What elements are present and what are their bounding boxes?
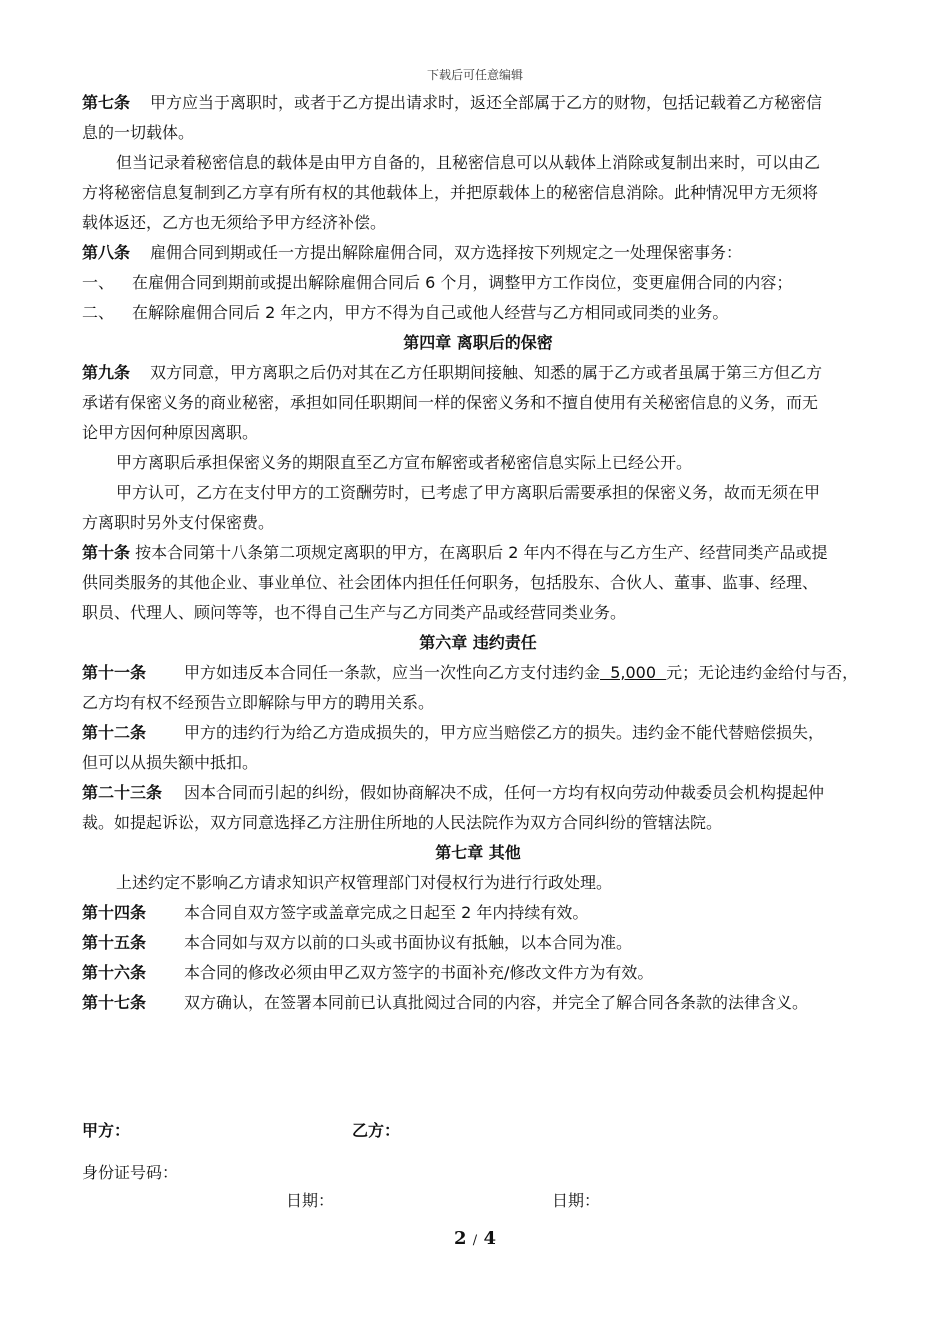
article-label: 第十五条 (82, 933, 147, 952)
article-7-paragraph-line: 方将秘密信息复制到乙方享有所有权的其他载体上，并把原载体上的秘密信息消除。此种情况甲方无须将 (82, 183, 819, 202)
article-label: 第十一条 (82, 663, 147, 682)
article-11 (82, 658, 874, 688)
article-9-paragraph: 甲方认可，乙方在支付甲方的工资酬劳时，已考虑了甲方离职后需要承担的保密义务，故而无须在甲 (116, 483, 821, 502)
article-10-line: 供同类服务的其他企业、事业单位、社会团体内担任任何职务，包括股东、合伙人、董事、监事、经理、 (82, 573, 819, 592)
article-text: 甲方的违约行为给乙方造成损失的，甲方应当赔偿乙方的损失。违约金不能代替赔偿损失， (184, 723, 825, 742)
article-label: 第十二条 (82, 723, 147, 742)
article-7-line: 息的一切载体。 (82, 123, 195, 142)
chapter-heading: 第七章 其他 (435, 843, 521, 862)
article-label: 第八条 (82, 243, 131, 262)
article-23 (82, 778, 874, 808)
article-12 (82, 718, 874, 748)
article-text: 本合同的修改必须由甲乙双方签字的书面补充/修改文件方为有效。 (184, 963, 654, 982)
party-b-label: 乙方： (352, 1121, 401, 1140)
article-8 (82, 238, 874, 268)
list-number: 二、 (82, 303, 115, 322)
article-text: 双方同意，甲方离职之后仍对其在乙方任职期间接触、知悉的属于乙方或者虽属于第三方但乙方 (150, 363, 823, 382)
article-9 (82, 358, 874, 388)
article-7-paragraph: 但当记录着秘密信息的载体是由甲方自备的，且秘密信息可以从载体上消除或复制出来时，可以由乙 (116, 153, 821, 172)
article-text: 雇佣合同到期或任一方提出解除雇佣合同，双方选择按下列规定之一处理保密事务： (150, 243, 743, 262)
article-7 (82, 88, 874, 118)
article-23-line: 裁。如提起诉讼，双方同意选择乙方注册住所地的人民法院作为双方合同纠纷的管辖法院。 (82, 813, 723, 832)
article-text: 本合同自双方签字或盖章完成之日起至 2 年内持续有效。 (184, 903, 589, 922)
article-label: 第十六条 (82, 963, 147, 982)
id-number-row (82, 1160, 874, 1183)
penalty-amount: 5,000 (600, 663, 667, 682)
article-7-paragraph-line: 载体返还，乙方也无须给予甲方经济补偿。 (82, 213, 387, 232)
list-text: 在解除雇佣合同后 2 年之内，甲方不得为自己或他人经营与乙方相同或同类的业务。 (132, 303, 729, 322)
list-item (82, 268, 874, 298)
article-label: 第十七条 (82, 993, 147, 1012)
page-separator: / (472, 1233, 478, 1248)
list-text: 在雇佣合同到期前或提出解除雇佣合同后 6 个月，调整甲方工作岗位，变更雇佣合同的内容； (132, 273, 793, 292)
chapter-heading: 第六章 违约责任 (419, 633, 537, 652)
article-text: 双方确认，在签署本同前已认真批阅过合同的内容，并完全了解合同各条款的法律含义。 (184, 993, 809, 1012)
article-label: 第九条 (82, 363, 131, 382)
article-14 (82, 898, 874, 928)
article-label: 第十四条 (82, 903, 147, 922)
contract-body (82, 88, 874, 1018)
list-item (82, 298, 874, 328)
id-number-label: 身份证号码： (82, 1163, 179, 1182)
list-number: 一、 (82, 273, 115, 292)
article-15 (82, 928, 874, 958)
article-text: 按本合同第十八条第二项规定离职的甲方，在离职后 2 年内不得在与乙方生产、经营同类产品或提 (135, 543, 828, 562)
date-b-label: 日期： (552, 1191, 601, 1210)
page-current: 2 (453, 1228, 467, 1249)
article-10 (82, 538, 874, 568)
party-a-label: 甲方： (82, 1121, 131, 1140)
article-label: 第七条 (82, 93, 131, 112)
article-17 (82, 988, 874, 1018)
article-9-line: 论甲方因何种原因离职。 (82, 423, 259, 442)
article-11-line: 乙方均有权不经预告立即解除与甲方的聘用关系。 (82, 693, 435, 712)
other-paragraph: 上述约定不影响乙方请求知识产权管理部门对侵权行为进行行政处理。 (116, 873, 613, 892)
date-a-label: 日期： (286, 1191, 335, 1210)
article-12-line: 但可以从损失额中抵扣。 (82, 753, 259, 772)
article-text: 元；无论违约金给付与否， (666, 663, 859, 682)
article-label: 第二十三条 (82, 783, 163, 802)
chapter-heading: 第四章 离职后的保密 (403, 333, 553, 352)
article-9-line: 承诺有保密义务的商业秘密，承担如同任职期间一样的保密义务和不擅自使用有关秘密信息的义务，而无 (82, 393, 819, 412)
header-note: 下载后可任意编辑 (426, 68, 523, 82)
article-10-line: 职员、代理人、顾问等等，也不得自己生产与乙方同类产品或经营同类业务。 (82, 603, 627, 622)
article-text: 甲方应当于离职时，或者于乙方提出请求时，返还全部属于乙方的财物，包括记载着乙方秘密信 (150, 93, 823, 112)
article-label: 第十条 (82, 543, 131, 562)
article-9-paragraph: 甲方离职后承担保密义务的期限直至乙方宣布解密或者秘密信息实际上已经公开。 (116, 453, 693, 472)
article-text: 因本合同而引起的纠纷，假如协商解决不成，任何一方均有权向劳动仲裁委员会机构提起仲 (184, 783, 825, 802)
article-text: 本合同如与双方以前的口头或书面协议有抵触，以本合同为准。 (184, 933, 633, 952)
article-16 (82, 958, 874, 988)
page-number (0, 1228, 950, 1249)
article-9-paragraph-line: 方离职时另外支付保密费。 (82, 513, 275, 532)
article-text: 甲方如违反本合同任一条款，应当一次性向乙方支付违约金 (184, 663, 601, 682)
page-total: 4 (483, 1228, 496, 1249)
